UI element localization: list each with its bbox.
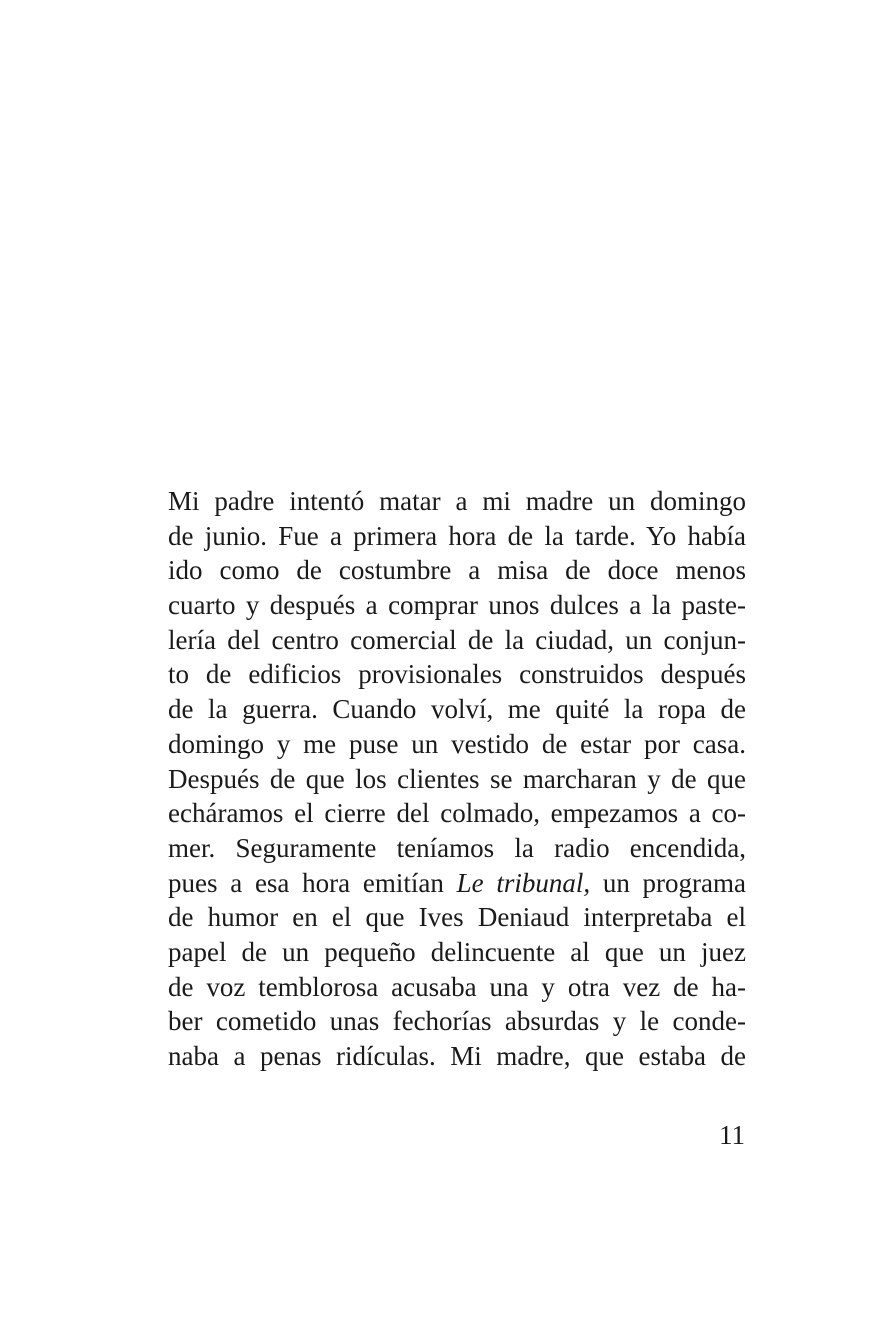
text-line: cuarto y después a comprar unos dulces a la paste- xyxy=(168,590,746,621)
text-line: echáramos el cierre del colmado, empezamos a co- xyxy=(168,798,746,829)
page-number: 11 xyxy=(719,1120,745,1150)
text-line: de humor en el que Ives Deniaud interpretaba el xyxy=(168,902,746,933)
text-line: ido como de costumbre a misa de doce menos xyxy=(168,555,746,586)
text-segment: pues a esa hora emitían xyxy=(168,867,457,898)
text-line: mer. Seguramente teníamos la radio encendida, xyxy=(168,832,746,863)
text-line: ber cometido unas fechorías absurdas y le conde- xyxy=(168,1006,746,1037)
text-line: naba a penas ridículas. Mi madre, que estaba de xyxy=(168,1041,746,1071)
text-line: Después de que los clientes se marcharan y de que xyxy=(168,763,746,794)
text-line: de voz temblorosa acusaba una y otra vez de ha- xyxy=(168,971,746,1002)
text-line: domingo y me puse un vestido de estar por casa. xyxy=(168,728,746,759)
text-line: lería del centro comercial de la ciudad, un conjun- xyxy=(168,624,746,655)
body-text xyxy=(168,484,746,1074)
text-line: to de edificios provisionales construidos después xyxy=(168,659,746,690)
text-segment: un programa xyxy=(590,867,746,898)
text-line: de la guerra. Cuando volví, me quité la ropa de xyxy=(168,694,746,725)
text-line xyxy=(168,866,746,901)
text-line: Mi padre intentó matar a mi madre un domingo xyxy=(168,486,746,516)
program-title: Le tribunal, xyxy=(456,867,591,898)
text-line: de junio. Fue a primera hora de la tarde. Yo había xyxy=(168,520,746,551)
text-line: papel de un pequeño delincuente al que un juez xyxy=(168,936,746,967)
